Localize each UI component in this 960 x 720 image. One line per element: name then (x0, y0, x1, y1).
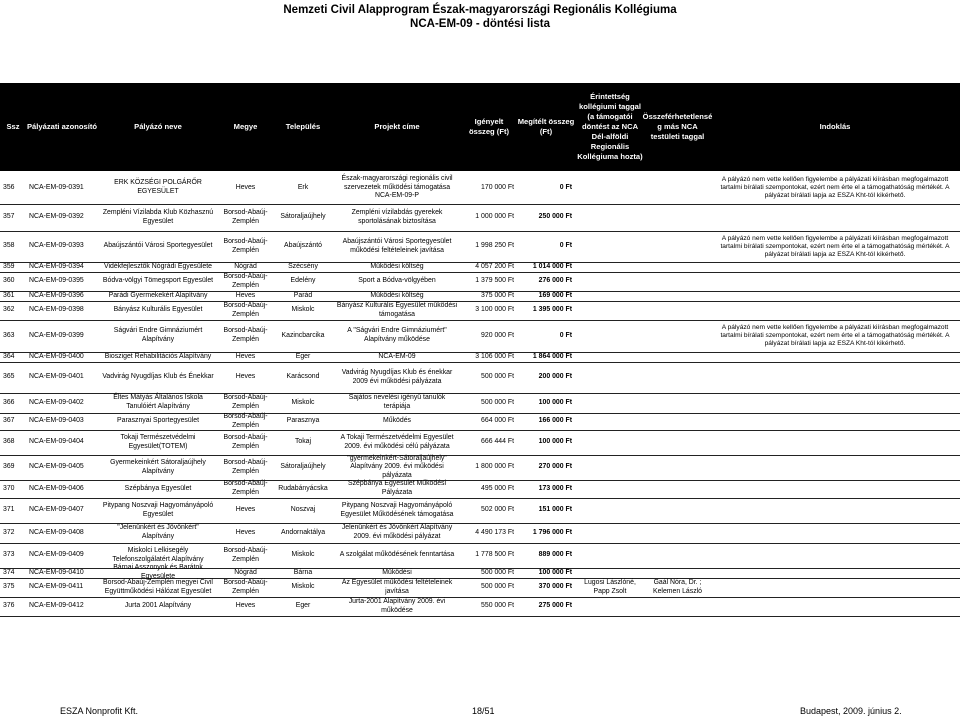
cell-proj: Az Egyesület működési feltételeinek javítása (341, 578, 453, 595)
cell-ind: A pályázó nem vette kellően figyelembe a pályázati kiírásban megfogalmazott tartalmi bírálati szempontokat, ezért nem érte el a támogathatóság mértékét. A pályázat bírálati lapja az ESZA Kht-tól kikérhető. (720, 324, 950, 347)
cell-meg: 0 Ft (559, 331, 572, 339)
cell-proj: Működési költség (370, 262, 424, 270)
cell-ind (710, 523, 960, 543)
cell-ig: 4 057 200 Ft (475, 262, 514, 270)
table-row (0, 231, 960, 263)
cell-meg: 0 Ft (559, 242, 572, 250)
cell-ssz: 358 (3, 242, 15, 250)
cell-nev: Parádi Gyermekekért Alapítvány (108, 291, 208, 299)
page-title (0, 3, 960, 31)
cell-az: NCA-EM-09-0403 (29, 417, 84, 425)
header-megye: Megye (233, 122, 258, 131)
cell-er (575, 523, 645, 543)
cell-az: NCA-EM-09-0391 (29, 183, 84, 191)
cell-ind (710, 543, 960, 568)
cell-tel: Parasznya (286, 417, 320, 425)
cell-proj: Sajátos nevelési igényű tanulók terápiája (348, 394, 446, 410)
cell-tel: Eger (295, 602, 311, 610)
cell-proj: NCA-EM-09 (378, 352, 416, 360)
cell-nev: Gyermekeinkért Sátoraljaújhely Alapítvány (110, 458, 206, 475)
cell-ig: 664 000 Ft (481, 417, 514, 425)
table-row (0, 523, 960, 544)
cell-er (575, 543, 645, 568)
cell-tel: Karácsond (286, 373, 320, 381)
cell-meg: 1 864 000 Ft (532, 352, 572, 360)
cell-tel: Tokaj (294, 438, 312, 446)
cell-az: NCA-EM-09-0399 (29, 331, 84, 339)
cell-meg: 1 395 000 Ft (532, 306, 572, 314)
cell-ossz (645, 597, 710, 616)
table-row (0, 498, 960, 524)
header-projekt: Projekt címe (374, 122, 420, 131)
cell-er (575, 301, 645, 320)
cell-megye: Nógrád (234, 568, 257, 576)
cell-ig: 1 000 000 Ft (475, 213, 514, 221)
cell-proj: Működés (383, 417, 411, 425)
cell-ossz (645, 455, 710, 480)
cell-ossz (645, 568, 710, 578)
cell-er (575, 291, 645, 301)
cell-ig: 3 106 000 Ft (475, 352, 514, 360)
cell-az: NCA-EM-09-0405 (29, 463, 84, 471)
cell-az: NCA-EM-09-0393 (29, 242, 84, 250)
cell-meg: 276 000 Ft (538, 277, 572, 285)
cell-proj: Működési (382, 568, 412, 576)
cell-ssz: 367 (3, 417, 15, 425)
cell-megye: Borsod-Abaúj-Zemplén (223, 327, 268, 343)
cell-er (575, 480, 645, 498)
cell-proj: Jurta-2001 Alapítvány 2009. évi működése (348, 597, 446, 614)
cell-proj: Pitypang Noszvaji Hagyományápoló Egyesület Működésének támogatása (340, 501, 454, 518)
table-row (0, 578, 960, 598)
cell-tel: Miskolc (291, 551, 315, 559)
cell-ossz (645, 272, 710, 291)
cell-ind: A pályázó nem vette kellően figyelembe a pályázati kiírásban megfogalmazott tartalmi bírálati szempontokat, ezért nem érte el a támogathatóság mértékét. A pályázat bírálati lapja az ESZA Kht-tól kikérhető. (720, 234, 950, 258)
cell-proj: Bányász Kulturális Egyesület működési támogatása (336, 301, 458, 318)
cell-ssz: 371 (3, 506, 15, 514)
footer-org: ESZA Nonprofit Kft. (60, 706, 139, 716)
cell-nev: Éltes Mátyás Általános Iskola Tanulóiért Alapítvány (113, 394, 203, 410)
cell-ind (710, 204, 960, 231)
cell-ssz: 369 (3, 463, 15, 471)
cell-tel: Miskolc (291, 306, 315, 314)
header-ssz: Ssz (6, 122, 20, 131)
cell-er (575, 568, 645, 578)
cell-az: NCA-EM-09-0392 (29, 213, 84, 221)
cell-proj: Zempléni vízilabdás gyerekek sportolásának biztosítása (351, 208, 443, 225)
cell-tel: Miskolc (291, 583, 315, 591)
cell-meg: 169 000 Ft (538, 291, 572, 299)
cell-megye: Borsod-Abaúj-Zemplén (223, 578, 268, 595)
cell-ssz: 356 (3, 183, 15, 191)
cell-proj: Működési költség (370, 291, 424, 299)
cell-megye: Borsod-Abaúj-Zemplén (223, 208, 268, 225)
cell-nev: Ságvári Endre Gimnáziumért Alapítvány (113, 327, 203, 343)
cell-megye: Heves (235, 352, 256, 360)
cell-az: NCA-EM-09-0400 (29, 352, 84, 360)
cell-ig: 500 000 Ft (481, 583, 514, 591)
cell-proj: "gyermekeinkért-Sátoraljaújhely" Alapítvány 2009. évi működési pályázata (347, 454, 447, 479)
cell-er (575, 262, 645, 272)
cell-az: NCA-EM-09-0398 (29, 306, 84, 314)
cell-megye: Borsod-Abaúj-Zemplén (223, 272, 268, 289)
header-indoklas: Indoklás (819, 122, 851, 131)
cell-nev: Bódva-völgyi Tömegsport Egyesület (102, 277, 214, 285)
cell-er (575, 597, 645, 616)
cell-az: NCA-EM-09-0395 (29, 277, 84, 285)
cell-er (575, 393, 645, 413)
cell-proj: A "Ságvári Endre Gimnáziumért" Alapítvány működése (347, 327, 447, 343)
cell-megye: Heves (235, 183, 256, 191)
cell-er (575, 231, 645, 262)
cell-az: NCA-EM-09-0407 (29, 506, 84, 514)
cell-tel: Andornaktálya (280, 528, 326, 536)
cell-proj: Észak-magyarországi regionális civil szervezetek működési támogatása NCA-EM-09-P (341, 175, 453, 200)
cell-ssz: 363 (3, 331, 15, 339)
cell-megye: Borsod-Abaúj-Zemplén (223, 433, 268, 450)
cell-megye: Borsod-Abaúj-Zemplén (223, 546, 268, 563)
table-row (0, 430, 960, 456)
cell-er (575, 172, 645, 204)
cell-ssz: 359 (3, 262, 15, 270)
cell-tel: Bárna (293, 568, 313, 576)
cell-ssz: 372 (3, 528, 15, 536)
cell-ig: 550 000 Ft (481, 602, 514, 610)
cell-tel: Sátoraljaújhely (280, 463, 326, 471)
cell-megye: Heves (235, 373, 256, 381)
cell-megye: Borsod-Abaúj-Zemplén (223, 480, 268, 496)
cell-ind (710, 301, 960, 320)
cell-ind (710, 568, 960, 578)
cell-ssz: 362 (3, 306, 15, 314)
cell-tel: Erk (297, 183, 309, 191)
cell-meg: 100 000 Ft (538, 438, 572, 446)
cell-ig: 920 000 Ft (481, 331, 514, 339)
cell-proj: Vadvirág Nyugdíjas Klub és énekkar 2009 évi működési pályázata (341, 368, 453, 385)
cell-ig: 500 000 Ft (481, 373, 514, 381)
cell-az: NCA-EM-09-0394 (29, 262, 84, 270)
cell-megye: Borsod-Abaúj-Zemplén (223, 412, 268, 429)
cell-meg: 370 000 Ft (538, 583, 572, 591)
table-row (0, 597, 960, 617)
cell-az: NCA-EM-09-0401 (29, 373, 84, 381)
cell-megye: Heves (235, 528, 256, 536)
cell-ossz (645, 543, 710, 568)
cell-tel: Eger (295, 352, 311, 360)
cell-meg: 889 000 Ft (538, 551, 572, 559)
cell-er (575, 362, 645, 393)
cell-az: NCA-EM-09-0411 (29, 583, 84, 591)
cell-ig: 4 490 173 Ft (475, 528, 514, 536)
header-megitelt: Megítélt összeg (Ft) (517, 117, 575, 136)
table-row (0, 455, 960, 481)
cell-ossz (645, 413, 710, 430)
footer-page-number: 18/51 (472, 706, 495, 716)
header-erintett: Érintettség kollégiumi taggal (a támogatói döntést az NCA Dél-alföldi Regionális Kollégiuma hozta) (577, 92, 643, 161)
cell-meg: 151 000 Ft (538, 506, 572, 514)
cell-az: NCA-EM-09-0410 (29, 568, 84, 576)
cell-nev: Bárnai Asszonyok és Barátok Egyesülete (113, 564, 203, 580)
table-row (0, 172, 960, 205)
cell-nev: Pitypang Noszvaji Hagyományápoló Egyesület (102, 501, 214, 518)
cell-ig: 666 444 Ft (481, 438, 514, 446)
cell-nev: Vadvirág Nyugdíjas Klub és Énekkar (102, 373, 214, 381)
header-igenyelt: Igényelt összeg (Ft) (468, 117, 510, 136)
cell-ind (710, 597, 960, 616)
cell-tel: Rudabányácska (278, 484, 328, 492)
cell-megye: Nógrád (234, 262, 257, 270)
cell-megye: Borsod-Abaúj-Zemplén (223, 394, 268, 410)
cell-nev: ERK KÖZSÉGI POLGÁRŐR EGYESÜLET (114, 179, 202, 195)
cell-az: NCA-EM-09-0396 (29, 291, 84, 299)
cell-nev: Vidékfejlesztők Nógrádi Egyesülete (104, 262, 212, 270)
cell-meg: 270 000 Ft (538, 463, 572, 471)
cell-meg: 100 000 Ft (538, 568, 572, 576)
cell-ssz: 376 (3, 602, 15, 610)
cell-ssz: 373 (3, 551, 15, 559)
header-azonosito: Pályázati azonosító (26, 122, 98, 131)
cell-nev: Parasznyai Sportegyesület (117, 417, 199, 425)
table-row (0, 320, 960, 353)
cell-ssz: 375 (3, 583, 15, 591)
cell-ind (710, 455, 960, 480)
cell-ind (710, 413, 960, 430)
cell-meg: 275 000 Ft (538, 602, 572, 610)
cell-nev: Tokaji Természetvédelmi Egyesület(TOTEM) (120, 433, 196, 450)
table-row (0, 480, 960, 499)
header-nev: Pályázó neve (134, 122, 182, 131)
cell-proj: A Tokaji Természetvédelmi Egyesület 2009. évi működési célú pályázata (340, 433, 454, 450)
cell-nev: Bányász Kulturális Egyesület (113, 306, 203, 314)
cell-er (575, 320, 645, 352)
cell-proj: Jelenünkért és Jövőnkért Alapítvány 2009. évi működési pályázat (341, 524, 453, 540)
cell-ossz (645, 352, 710, 362)
cell-meg: 100 000 Ft (538, 398, 572, 406)
cell-er (575, 204, 645, 231)
cell-ind (710, 578, 960, 597)
cell-ssz: 364 (3, 352, 15, 360)
table-row (0, 272, 960, 292)
cell-ossz (645, 320, 710, 352)
cell-az: NCA-EM-09-0402 (29, 398, 84, 406)
cell-az: NCA-EM-09-0409 (29, 551, 84, 559)
cell-ind (710, 393, 960, 413)
cell-az: NCA-EM-09-0406 (29, 484, 84, 492)
table-row (0, 393, 960, 414)
cell-ossz (645, 231, 710, 262)
cell-tel: Sátoraljaújhely (280, 213, 326, 221)
cell-ig: 1 778 500 Ft (475, 551, 514, 559)
cell-nev: Miskolci Lelkisegély Telefonszolgálatért Alapítvány (112, 546, 204, 563)
cell-ind (710, 262, 960, 272)
title-line-2: NCA-EM-09 - döntési lista (410, 18, 550, 30)
cell-ig: 1 800 000 Ft (475, 463, 514, 471)
cell-meg: 173 000 Ft (538, 484, 572, 492)
cell-nev: Biosziget Rehabilitációs Alapítvány (104, 352, 212, 360)
cell-er (575, 272, 645, 291)
cell-ossz (645, 172, 710, 204)
cell-meg: 1 796 000 Ft (532, 528, 572, 536)
cell-nev: Jurta 2001 Alapítvány (124, 602, 192, 610)
cell-megye: Borsod-Abaúj-Zemplén (223, 301, 268, 318)
cell-tel: Edelény (290, 277, 316, 285)
cell-tel: Szécsény (288, 262, 318, 270)
cell-megye: Borsod-Abaúj-Zemplén (223, 458, 268, 475)
cell-ig: 500 000 Ft (481, 568, 514, 576)
cell-nev: "Jelenünkért és Jövőnkért" Alapítvány (117, 524, 199, 540)
table-row (0, 362, 960, 394)
cell-ig: 1 998 250 Ft (475, 242, 514, 250)
cell-tel: Miskolc (291, 398, 315, 406)
cell-ind (710, 498, 960, 523)
cell-nev: Abaújszántói Városi Sportegyesület (103, 242, 213, 250)
page-footer (0, 706, 960, 718)
cell-az: NCA-EM-09-0412 (29, 602, 84, 610)
cell-ind (710, 430, 960, 455)
title-line-1: Nemzeti Civil Alapprogram Észak-magyarországi Regionális Kollégiuma (283, 4, 677, 16)
cell-ig: 495 000 Ft (481, 484, 514, 492)
table-row (0, 413, 960, 431)
cell-er (575, 455, 645, 480)
cell-proj: Abaújszántói Városi Sportegyesület működési feltételeinek javítása (342, 237, 452, 254)
cell-meg: 200 000 Ft (538, 373, 572, 381)
cell-ssz: 357 (3, 213, 15, 221)
cell-proj: A szolgálat működésének fenntartása (339, 551, 455, 559)
cell-ossz (645, 362, 710, 393)
cell-ossz (645, 498, 710, 523)
cell-megye: Borsod-Abaúj-Zemplén (223, 237, 268, 254)
cell-ossz (645, 480, 710, 498)
cell-tel: Kazincbarcika (281, 331, 325, 339)
cell-meg: 250 000 Ft (538, 213, 572, 221)
cell-tel: Parád (293, 291, 313, 299)
cell-ssz: 360 (3, 277, 15, 285)
cell-nev: Szépbánya Egyesület (124, 484, 192, 492)
cell-ossz (645, 262, 710, 272)
cell-ssz: 366 (3, 398, 15, 406)
cell-ind (710, 291, 960, 301)
cell-ind: A pályázó nem vette kellően figyelembe a pályázati kiírásban megfogalmazott tartalmi bírálati szempontokat, ezért nem érte el a támogathatóság mértékét. A pályázat bírálati lapja az ESZA Kht-tól kikérhető. (720, 176, 950, 199)
cell-ossz (645, 204, 710, 231)
table-row (0, 301, 960, 321)
cell-meg: 0 Ft (559, 183, 572, 191)
cell-ig: 3 100 000 Ft (475, 306, 514, 314)
cell-nev: Borsod-Abaúj-Zemplén megyei Civil Együttműködési Hálózat Egyesület (103, 578, 213, 595)
cell-er (575, 430, 645, 455)
cell-ig: 375 000 Ft (481, 291, 514, 299)
cell-proj: Szépbánya Egyesület Működési Pályázata (347, 480, 447, 496)
cell-ssz: 374 (3, 568, 15, 576)
cell-az: NCA-EM-09-0408 (29, 528, 84, 536)
cell-tel: Abaújszántó (284, 242, 322, 250)
cell-ossz: Gaál Nóra, Dr. ; Kelemen László (652, 578, 703, 595)
cell-er: Lugosi Lászlóné, Papp Zsolt (584, 578, 636, 595)
cell-ig: 502 000 Ft (481, 506, 514, 514)
cell-ig: 1 379 500 Ft (475, 277, 514, 285)
cell-meg: 1 014 000 Ft (532, 262, 572, 270)
cell-ig: 500 000 Ft (481, 398, 514, 406)
cell-ossz (645, 301, 710, 320)
cell-er (575, 413, 645, 430)
cell-megye: Heves (235, 291, 256, 299)
cell-ossz (645, 430, 710, 455)
header-telepules: Település (285, 122, 321, 131)
cell-ig: 170 000 Ft (481, 183, 514, 191)
cell-ossz (645, 291, 710, 301)
cell-meg: 166 000 Ft (538, 417, 572, 425)
header-osszefer: Összeférhetetlensé g más NCA testületi taggal (642, 112, 713, 141)
cell-megye: Heves (235, 602, 256, 610)
cell-ind (710, 480, 960, 498)
cell-ossz (645, 523, 710, 543)
cell-ind (710, 362, 960, 393)
footer-date: Budapest, 2009. június 2. (800, 706, 902, 716)
cell-ssz: 365 (3, 373, 15, 381)
cell-nev: Zempléni Vízilabda Klub Közhasznú Egyesület (102, 208, 214, 225)
cell-ossz (645, 393, 710, 413)
cell-er (575, 498, 645, 523)
cell-ind (710, 272, 960, 291)
cell-er (575, 352, 645, 362)
cell-ind (710, 352, 960, 362)
cell-ssz: 370 (3, 484, 15, 492)
cell-ssz: 368 (3, 438, 15, 446)
cell-proj: Sport a Bódva-völgyében (358, 277, 436, 285)
table-header (0, 83, 960, 171)
cell-az: NCA-EM-09-0404 (29, 438, 84, 446)
cell-tel: Noszvaj (290, 506, 316, 514)
table-row (0, 204, 960, 232)
cell-megye: Heves (235, 506, 256, 514)
cell-ssz: 361 (3, 291, 15, 299)
